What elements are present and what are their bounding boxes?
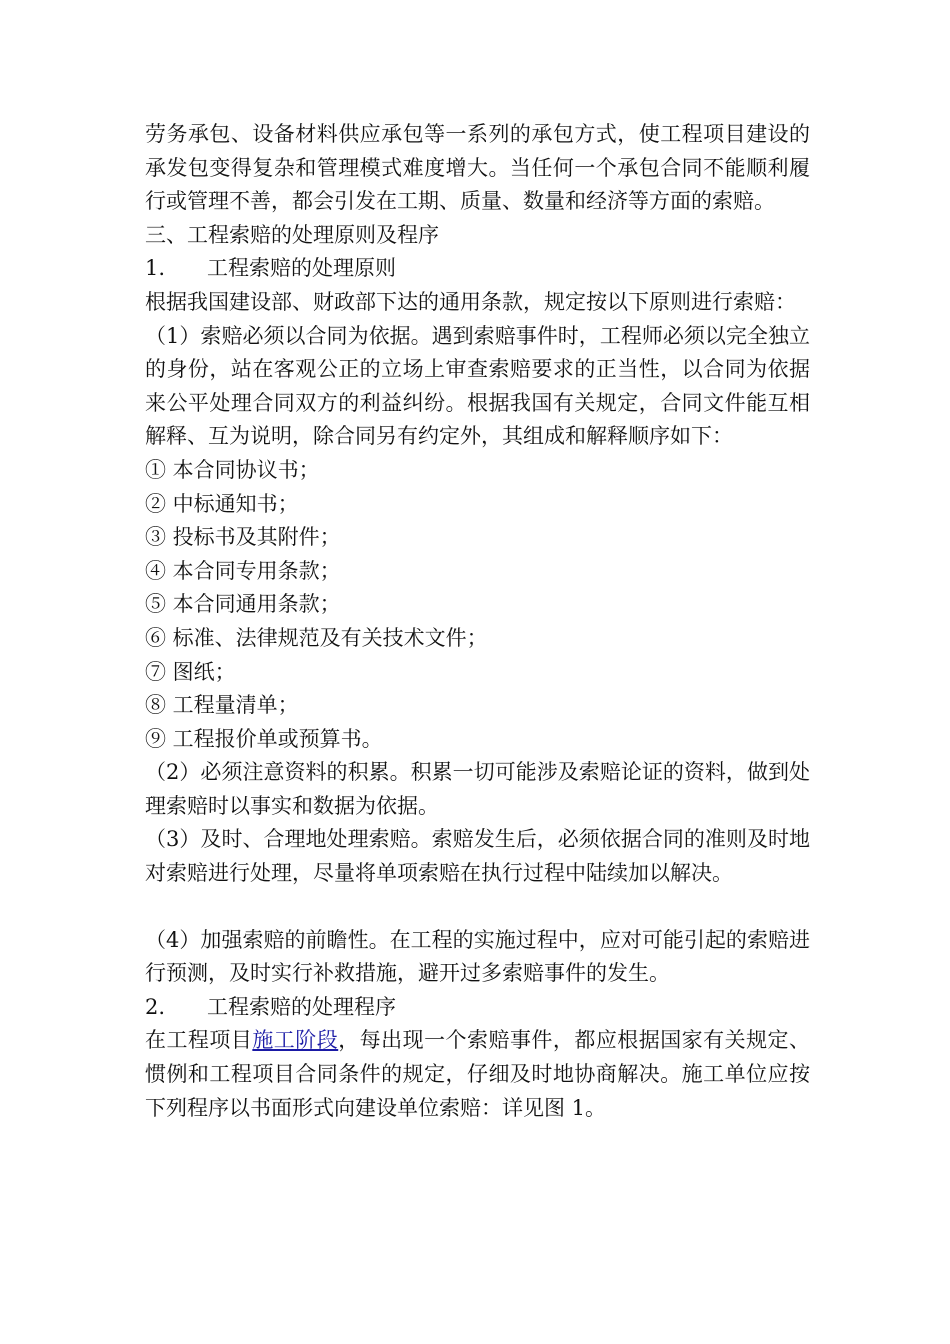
order-item-6: ⑥ 标准、法律规范及有关技术文件； (145, 625, 488, 650)
order-item-2: ② 中标通知书； (145, 491, 299, 516)
section-heading-3: 三、工程索赔的处理原则及程序 (145, 222, 439, 247)
paragraph-principles-intro: 根据我国建设部、财政部下达的通用条款，规定按以下原则进行索赔： (145, 289, 796, 314)
paragraph-principle-2: （2）必须注意资料的积累。积累一切可能涉及索赔论证的资料，做到处理索赔时以事实和数据为依据。 (145, 760, 810, 818)
order-item-1: ① 本合同协议书； (145, 457, 320, 482)
document-body (145, 118, 810, 1125)
subheading-principles: 1. 工程索赔的处理原则 (145, 256, 397, 281)
paragraph-procedure (145, 1024, 810, 1125)
subheading-procedure: 2. 工程索赔的处理程序 (145, 994, 397, 1019)
order-item-8: ⑧ 工程量清单； (145, 693, 299, 718)
order-item-7: ⑦ 图纸； (145, 659, 236, 684)
order-item-3: ③ 投标书及其附件； (145, 525, 341, 550)
procedure-text-start: 在工程项目 (145, 1028, 253, 1053)
paragraph-principle-1: （1）索赔必须以合同为依据。遇到索赔事件时，工程师必须以完全独立的身份，站在客观公正的立场上审查索赔要求的正当性，以合同为依据来公平处理合同双方的利益纠纷。根据我国有关规定，合同文件能互相解释、互为说明，除合同另有约定外，其组成和解释顺序如下： (145, 323, 810, 449)
paragraph-contracting: 劳务承包、设备材料供应承包等一系列的承包方式，使工程项目建设的承发包变得复杂和管理模式难度增大。当任何一个承包合同不能顺利履行或管理不善，都会引发在工期、质量、数量和经济等方面的索赔。 (145, 122, 810, 214)
procedure-text-rest: ，每出现一个索赔事件，都应根据国家有关规定、惯例和工程项目合同条件的规定，仔细及时地协商解决。施工单位应按下列程序以书面形式向建设单位索赔：详见图 1。 (145, 1028, 811, 1120)
paragraph-principle-4: （4）加强索赔的前瞻性。在工程的实施过程中，应对可能引起的索赔进行预测，及时实行补救措施，避开过多索赔事件的发生。 (145, 927, 810, 986)
order-item-4: ④ 本合同专用条款； (145, 558, 341, 583)
construction-phase-link[interactable]: 施工阶段 (252, 1028, 339, 1053)
order-item-5: ⑤ 本合同通用条款； (145, 592, 341, 617)
paragraph-principle-3: （3）及时、合理地处理索赔。索赔发生后，必须依据合同的准则及时地对索赔进行处理，尽量将单项索赔在执行过程中陆续加以解决。 (145, 827, 810, 886)
order-item-9: ⑨ 工程报价单或预算书。 (145, 726, 383, 751)
